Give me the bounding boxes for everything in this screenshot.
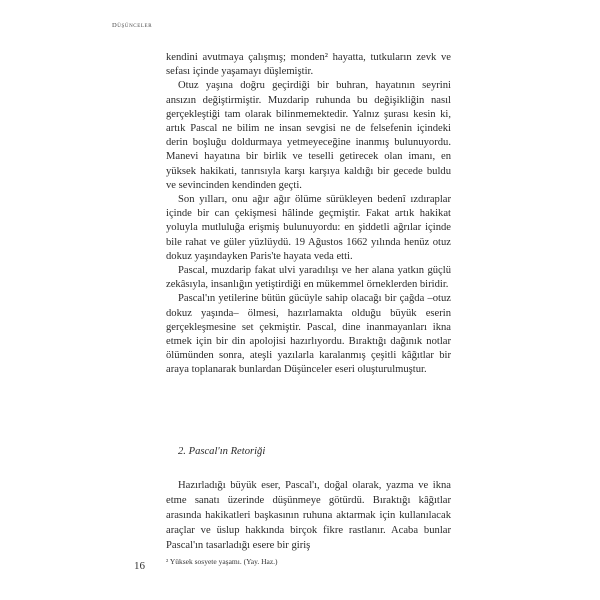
paragraph: kendini avutmaya çalışmış; monden² hayatta, tutkuların zevk ve sefası içinde yaşamayı düşlemiştir. bbox=[166, 52, 451, 78]
section-heading: 2. Pascal'ın Retoriği bbox=[178, 446, 266, 457]
paragraph: Hazırladığı büyük eser, Pascal'ı, doğal olarak, yazma ve ikna etme sanatı üzerinde düşünmeye götürdü. Bıraktığı kâğıtlar arasında hakikatleri başkasının ruhuna aktarmak için kullanılacak araçlar ve üslup hakkında birçok fikre rastlanır. Acaba bunlar Pascal'ın tasarladığı esere bir giriş bbox=[166, 480, 451, 551]
paragraph: Pascal'ın yetilerine bütün gücüyle sahip olacağı bir çağda –otuz dokuz yaşında– ölmesi, hazırlamakta olduğu büyük eserin gerçekleşmesine set çekmiştir. Pascal, dine inanmayanları ikna etmek için bir din apolojisi hazırlıyordu. Bıraktığı dağınık notlar ölümünden sonra, ateşli yazılarla karalanmış çeşitli kâğıtlar bir araya toplanarak bunlardan Düşünceler eseri oluşturulmuştur. bbox=[166, 293, 451, 376]
page-number: 16 bbox=[134, 560, 145, 572]
footnote: ² Yüksek sosyete yaşamı. (Yay. Haz.) bbox=[166, 557, 278, 566]
paragraph: Otuz yaşına doğru geçirdiği bir buhran, hayatının seyrini ansızın değiştirmiştir. Muzdarip ruhunda bu değişikliğin nasıl gerçekleştiği tam olarak bilinmemektedir. Yalnız şurası kesin ki, artık Pascal ne bilim ne insan sevgisi ne de felsefenin içindeki derin boşluğu doldurmaya yetmeyeceğine inanmış bulunuyordu. Manevi hayatına bir birlik ve teselli getirecek olan imanı, en yüksek hakikati, tanrısıyla karşı karşıya kaldığı bir gecede buldu ve sevincinden kendinden geçti. bbox=[166, 80, 451, 191]
running-head: Düşünceler bbox=[112, 22, 153, 29]
paragraph: Pascal, muzdarip fakat ulvi yaradılışı ve her alana yatkın güçlü zekâsıyla, insanlığın yetiştirdiği en mükemmel örneklerden biridir. bbox=[166, 265, 451, 291]
paragraph: Son yılları, onu ağır ağır ölüme sürükleyen bedenî ızdıraplar içinde bir can çekişmesi hâlinde geçmiştir. Fakat artık hakikat yoluyla mutluluğa erişmiş bulunuyordu: en şiddetli ağrılar içinde bile rahat ve güler yüzlüydü. 19 Ağustos 1662 yılında henüz otuz dokuz yaşındayken Paris'te hayata veda etti. bbox=[166, 194, 451, 262]
body-text bbox=[166, 51, 451, 378]
section-body-text bbox=[166, 479, 451, 554]
